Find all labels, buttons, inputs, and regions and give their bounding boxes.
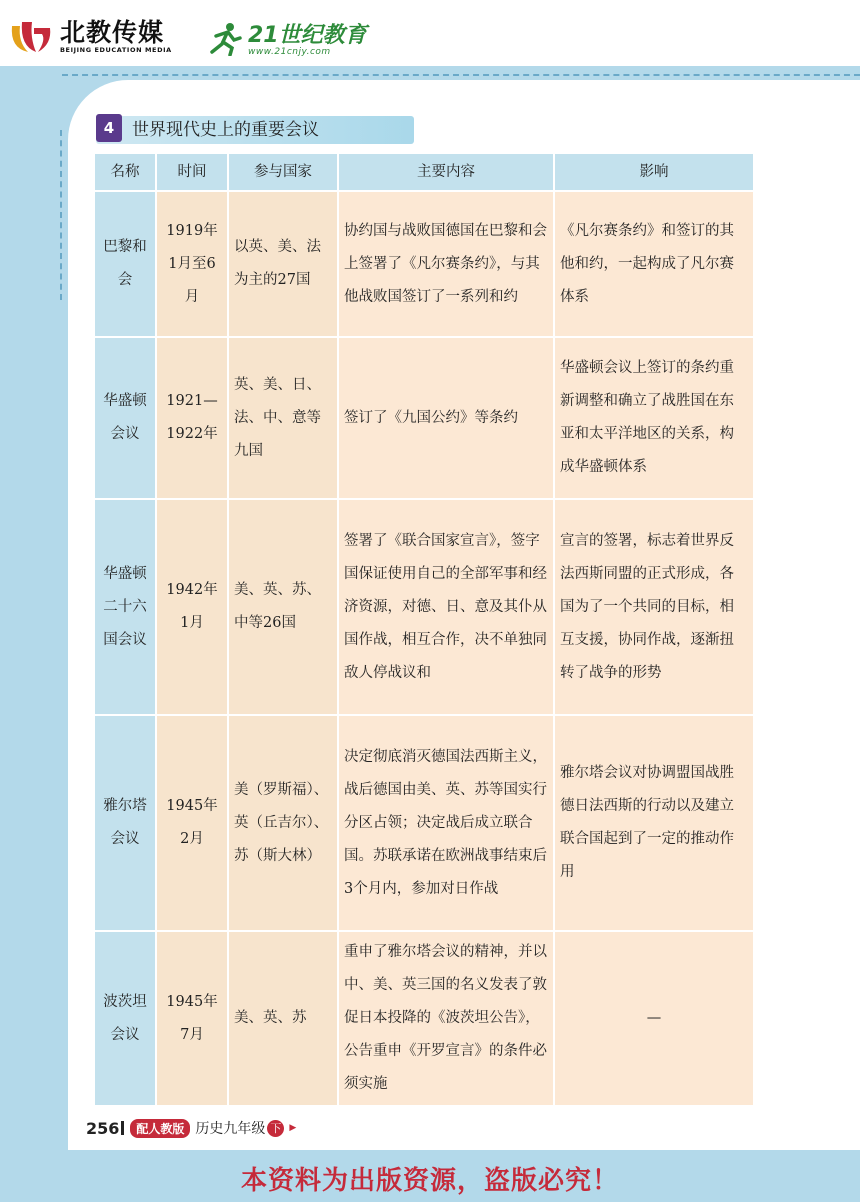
table-row: [94, 191, 754, 337]
table-row: [94, 931, 754, 1106]
conference-time: 1945年2月: [156, 715, 228, 931]
table-row: [94, 337, 754, 499]
conference-name: 波茨坦会议: [94, 931, 156, 1106]
conference-time: 1945年7月: [156, 931, 228, 1106]
section-title: 世界现代史上的重要会议: [132, 120, 319, 140]
page-footer: [86, 1118, 296, 1138]
site-name: 21世纪教育: [248, 23, 367, 48]
dashed-border-left: [60, 130, 62, 300]
conference-impact: 雅尔塔会议对协调盟国战胜德日法西斯的行动以及建立联合国起到了一定的推动作用: [554, 715, 754, 931]
conference-countries: 以英、美、法为主的27国: [228, 191, 338, 337]
copyright-warning: 本资料为出版资源，盗版必究！: [240, 1166, 619, 1196]
header-time: 时间: [156, 153, 228, 191]
publisher-name: 北教传媒: [60, 18, 165, 47]
table-row: [94, 715, 754, 931]
conference-content: 协约国与战败国德国在巴黎和会上签署了《凡尔赛条约》，与其他战败国签订了一系列和约: [338, 191, 554, 337]
triangle-right-icon: ▶: [289, 1123, 297, 1133]
conference-time: 1919年1月至6月: [156, 191, 228, 337]
conference-countries: 美、英、苏、中等26国: [228, 499, 338, 715]
page-header: [0, 0, 860, 66]
conference-countries: 英、美、日、法、中、意等九国: [228, 337, 338, 499]
conference-name: 雅尔塔会议: [94, 715, 156, 931]
conference-impact: 华盛顿会议上签订的条约重新调整和确立了战胜国在东亚和太平洋地区的关系，构成华盛顿体系: [554, 337, 754, 499]
edition-badge: 配人教版: [130, 1119, 190, 1138]
conference-countries: 美（罗斯福）、英（丘吉尔）、苏（斯大林）: [228, 715, 338, 931]
volume-badge: 下: [267, 1120, 284, 1137]
conference-time: 1921—1922年: [156, 337, 228, 499]
header-impact: 影响: [554, 153, 754, 191]
subject-label: 历史九年级: [195, 1121, 266, 1137]
conference-name: 华盛顿二十六国会议: [94, 499, 156, 715]
header-name: 名称: [94, 153, 156, 191]
table-header-row: [94, 153, 754, 191]
conference-impact: —: [554, 931, 754, 1106]
conference-time: 1942年1月: [156, 499, 228, 715]
publisher-logo: [8, 18, 172, 56]
site-url: www.21cnjy.com: [248, 47, 331, 57]
divider: [121, 1121, 124, 1135]
publisher-name-en: BEIJING EDUCATION MEDIA: [60, 46, 172, 54]
conference-table: [93, 152, 755, 1107]
site-logo: [208, 22, 367, 60]
conference-impact: 《凡尔赛条约》和签订的其他和约，一起构成了凡尔赛体系: [554, 191, 754, 337]
header-content: 主要内容: [338, 153, 554, 191]
dashed-border-top: [62, 74, 860, 76]
conference-impact: 宣言的签署，标志着世界反法西斯同盟的正式形成，各国为了一个共同的目标，相互支援，协同作战，逐渐扭转了战争的形势: [554, 499, 754, 715]
conference-name: 华盛顿会议: [94, 337, 156, 499]
runner-icon: [208, 22, 242, 60]
conference-content: 签订了《九国公约》等条约: [338, 337, 554, 499]
section-number: 4: [96, 114, 122, 142]
header-countries: 参与国家: [228, 153, 338, 191]
page-number: 256: [86, 1118, 120, 1138]
table-row: [94, 499, 754, 715]
publisher-logo-mark-icon: [8, 18, 54, 56]
conference-content: 决定彻底消灭德国法西斯主义，战后德国由美、英、苏等国实行分区占领；决定战后成立联合国。苏联承诺在欧洲战事结束后3个月内，参加对日作战: [338, 715, 554, 931]
conference-content: 签署了《联合国家宣言》，签字国保证使用自己的全部军事和经济资源，对德、日、意及其仆从国作战，相互合作，决不单独同敌人停战议和: [338, 499, 554, 715]
conference-name: 巴黎和会: [94, 191, 156, 337]
conference-countries: 美、英、苏: [228, 931, 338, 1106]
conference-content: 重申了雅尔塔会议的精神，并以中、美、英三国的名义发表了敦促日本投降的《波茨坦公告》，公告重申《开罗宣言》的条件必须实施: [338, 931, 554, 1106]
